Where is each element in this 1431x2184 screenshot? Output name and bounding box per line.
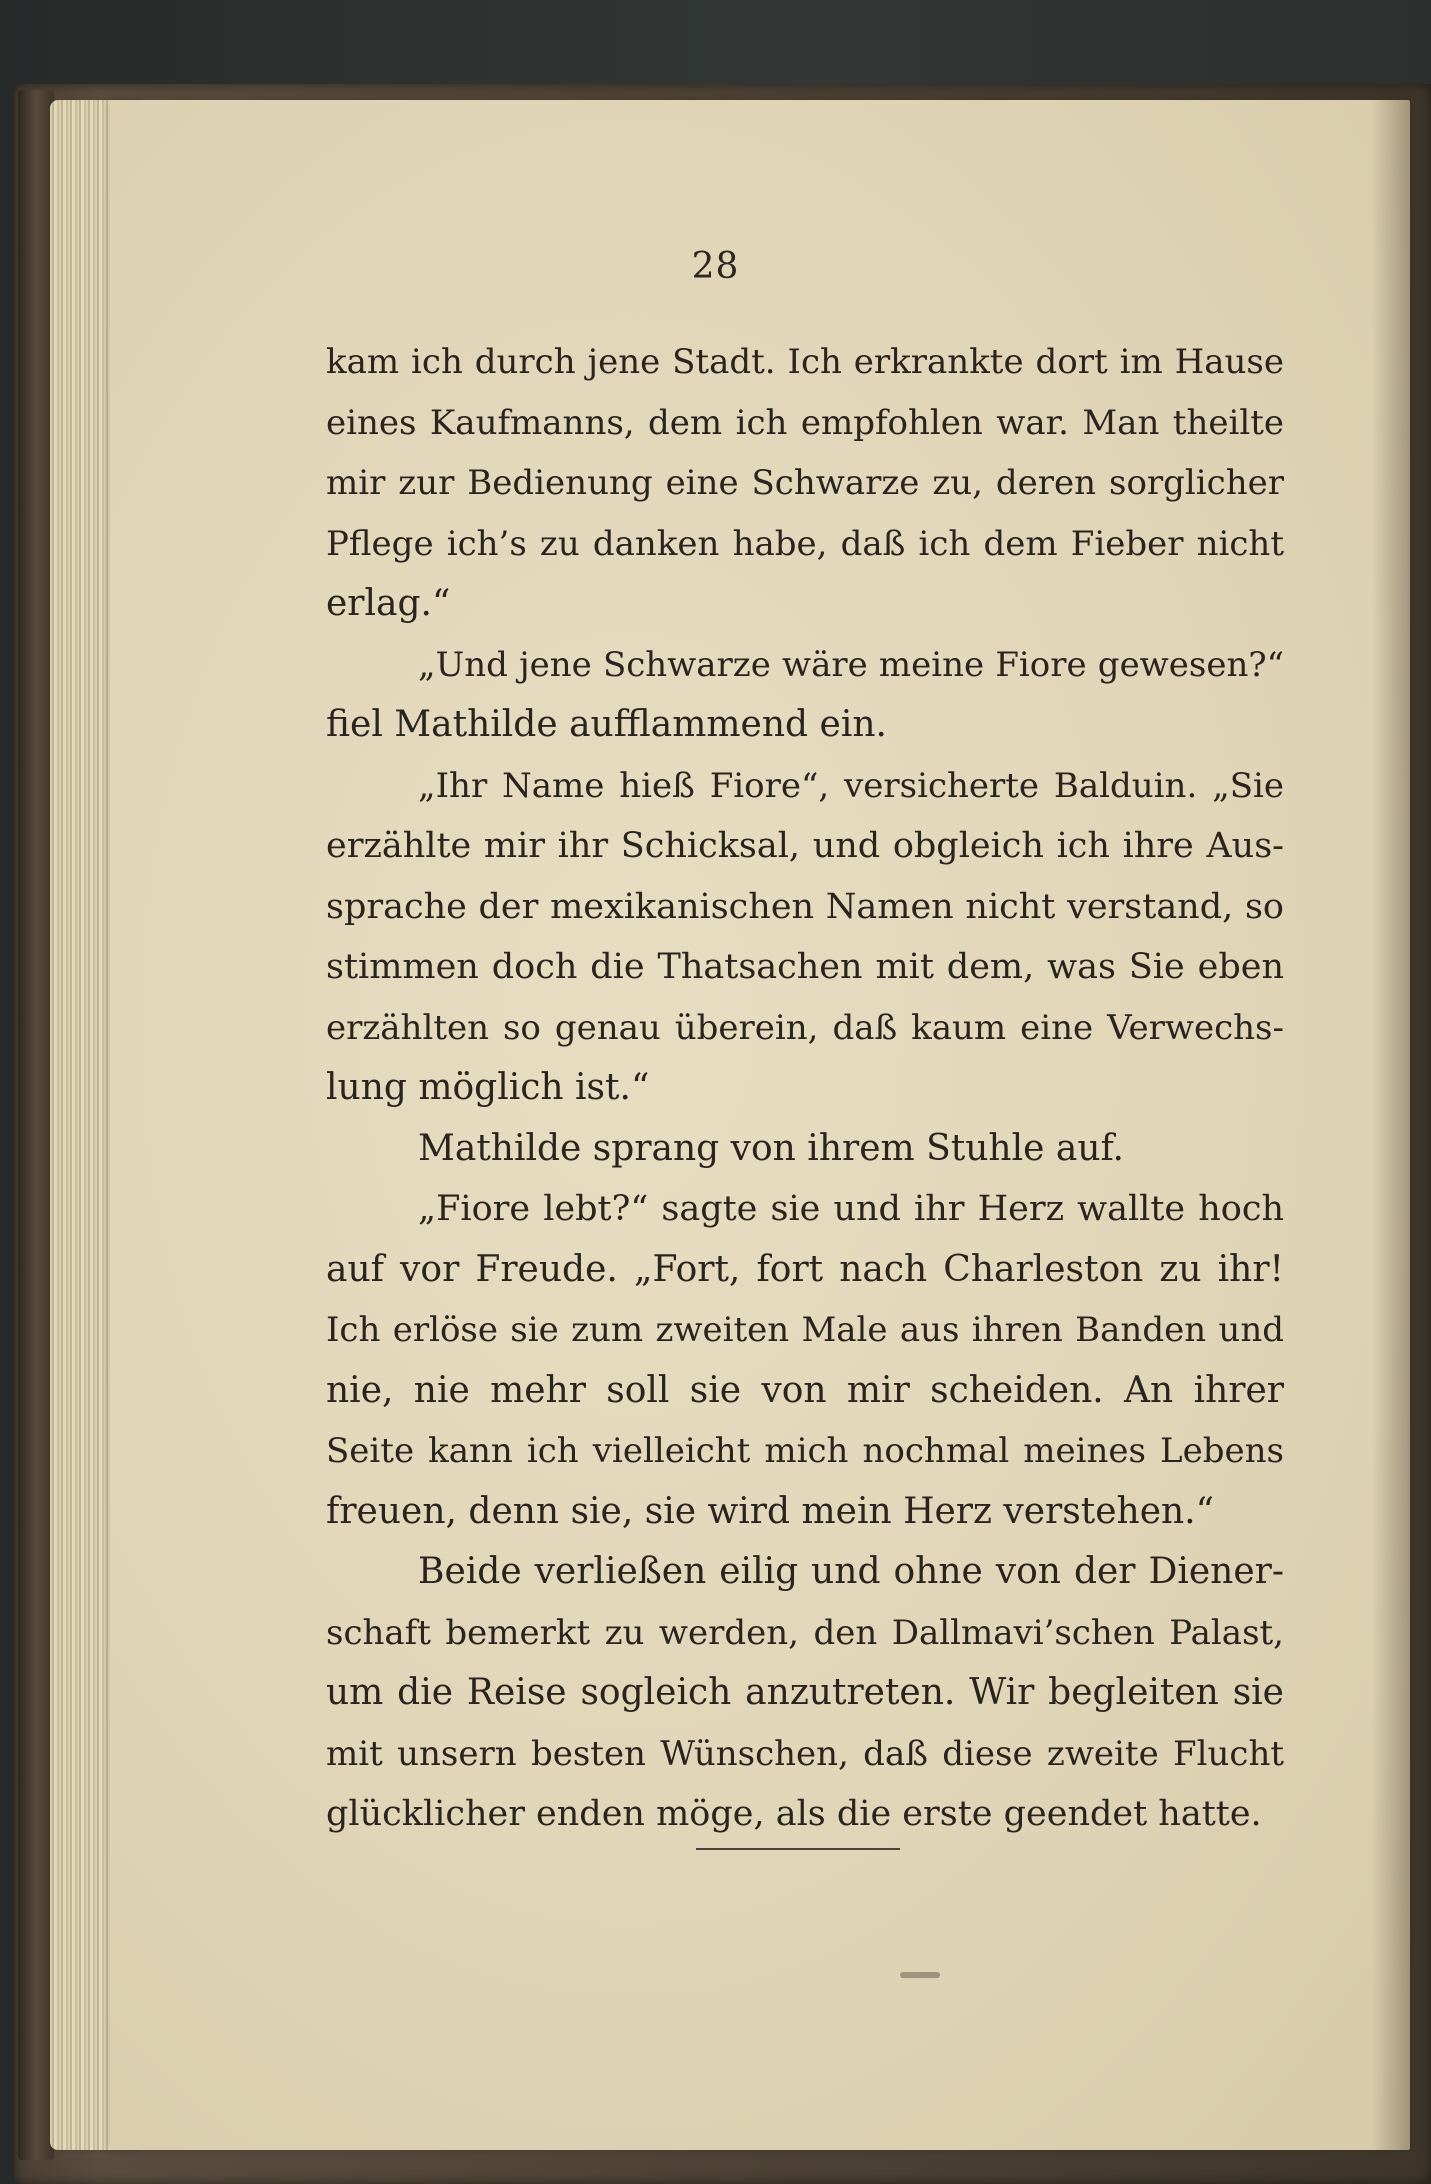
text-line: eines Kaufmanns, dem ich empfohlen war. Man theilte bbox=[326, 402, 1284, 443]
page-number: 28 bbox=[691, 246, 740, 287]
text-line: „Ihr Name hieß Fiore“, versicherte Balduin. „Sie bbox=[418, 765, 1284, 806]
text-line: freuen, denn sie, sie wird mein Herz verstehen.“ bbox=[326, 1490, 1215, 1532]
text-line: Mathilde sprang von ihrem Stuhle auf. bbox=[418, 1127, 1124, 1169]
text-line: mir zur Bedienung eine Schwarze zu, deren sorglicher bbox=[326, 463, 1284, 503]
text-line: erlag.“ bbox=[326, 583, 451, 624]
text-line: auf vor Freude. „Fort, fort nach Charleston zu ihr! bbox=[326, 1248, 1284, 1290]
text-line: lung möglich ist.“ bbox=[326, 1067, 650, 1108]
book-spine-edge bbox=[18, 90, 54, 2160]
text-line: „Und jene Schwarze wäre meine Fiore gewesen?“ bbox=[418, 644, 1284, 685]
text-line: Pflege ich’s zu danken habe, daß ich dem Fieber nicht bbox=[326, 523, 1284, 564]
text-line: „Fiore lebt?“ sagte sie und ihr Herz wallte hoch bbox=[418, 1189, 1284, 1229]
text-line: kam ich durch jene Stadt. Ich erkrankte dort im Hause bbox=[326, 342, 1284, 382]
text-line: stimmen doch die Thatsachen mit dem, was Sie eben bbox=[326, 947, 1284, 987]
text-line: Beide verließen eilig und ohne von der Diener- bbox=[418, 1551, 1284, 1592]
text-line: um die Reise sogleich anzutreten. Wir begleiten sie bbox=[326, 1672, 1284, 1713]
gutter-shadow bbox=[1372, 100, 1410, 2150]
text-line: mit unsern besten Wünschen, daß diese zweite Flucht bbox=[326, 1733, 1284, 1774]
body-text bbox=[326, 332, 1284, 1845]
ink-smudge bbox=[900, 1972, 940, 1978]
section-end-rule bbox=[696, 1848, 900, 1850]
text-line: Ich erlöse sie zum zweiten Male aus ihren Banden und bbox=[326, 1310, 1284, 1350]
text-line: fiel Mathilde aufflammend ein. bbox=[326, 704, 887, 745]
text-line: erzählten so genau überein, daß kaum eine Verwechs- bbox=[326, 1007, 1284, 1048]
text-line: nie, nie mehr soll sie von mir scheiden. An ihrer bbox=[326, 1369, 1284, 1411]
text-line: sprache der mexikanischen Namen nicht verstand, so bbox=[326, 886, 1284, 927]
text-line: erzählte mir ihr Schicksal, und obgleich ich ihre Aus- bbox=[326, 826, 1284, 866]
text-line: Seite kann ich vielleicht mich nochmal meines Lebens bbox=[326, 1431, 1284, 1471]
text-line: schaft bemerkt zu werden, den Dallmavi’schen Palast, bbox=[326, 1612, 1284, 1653]
text-line: glücklicher enden möge, als die erste geendet hatte. bbox=[326, 1794, 1262, 1834]
